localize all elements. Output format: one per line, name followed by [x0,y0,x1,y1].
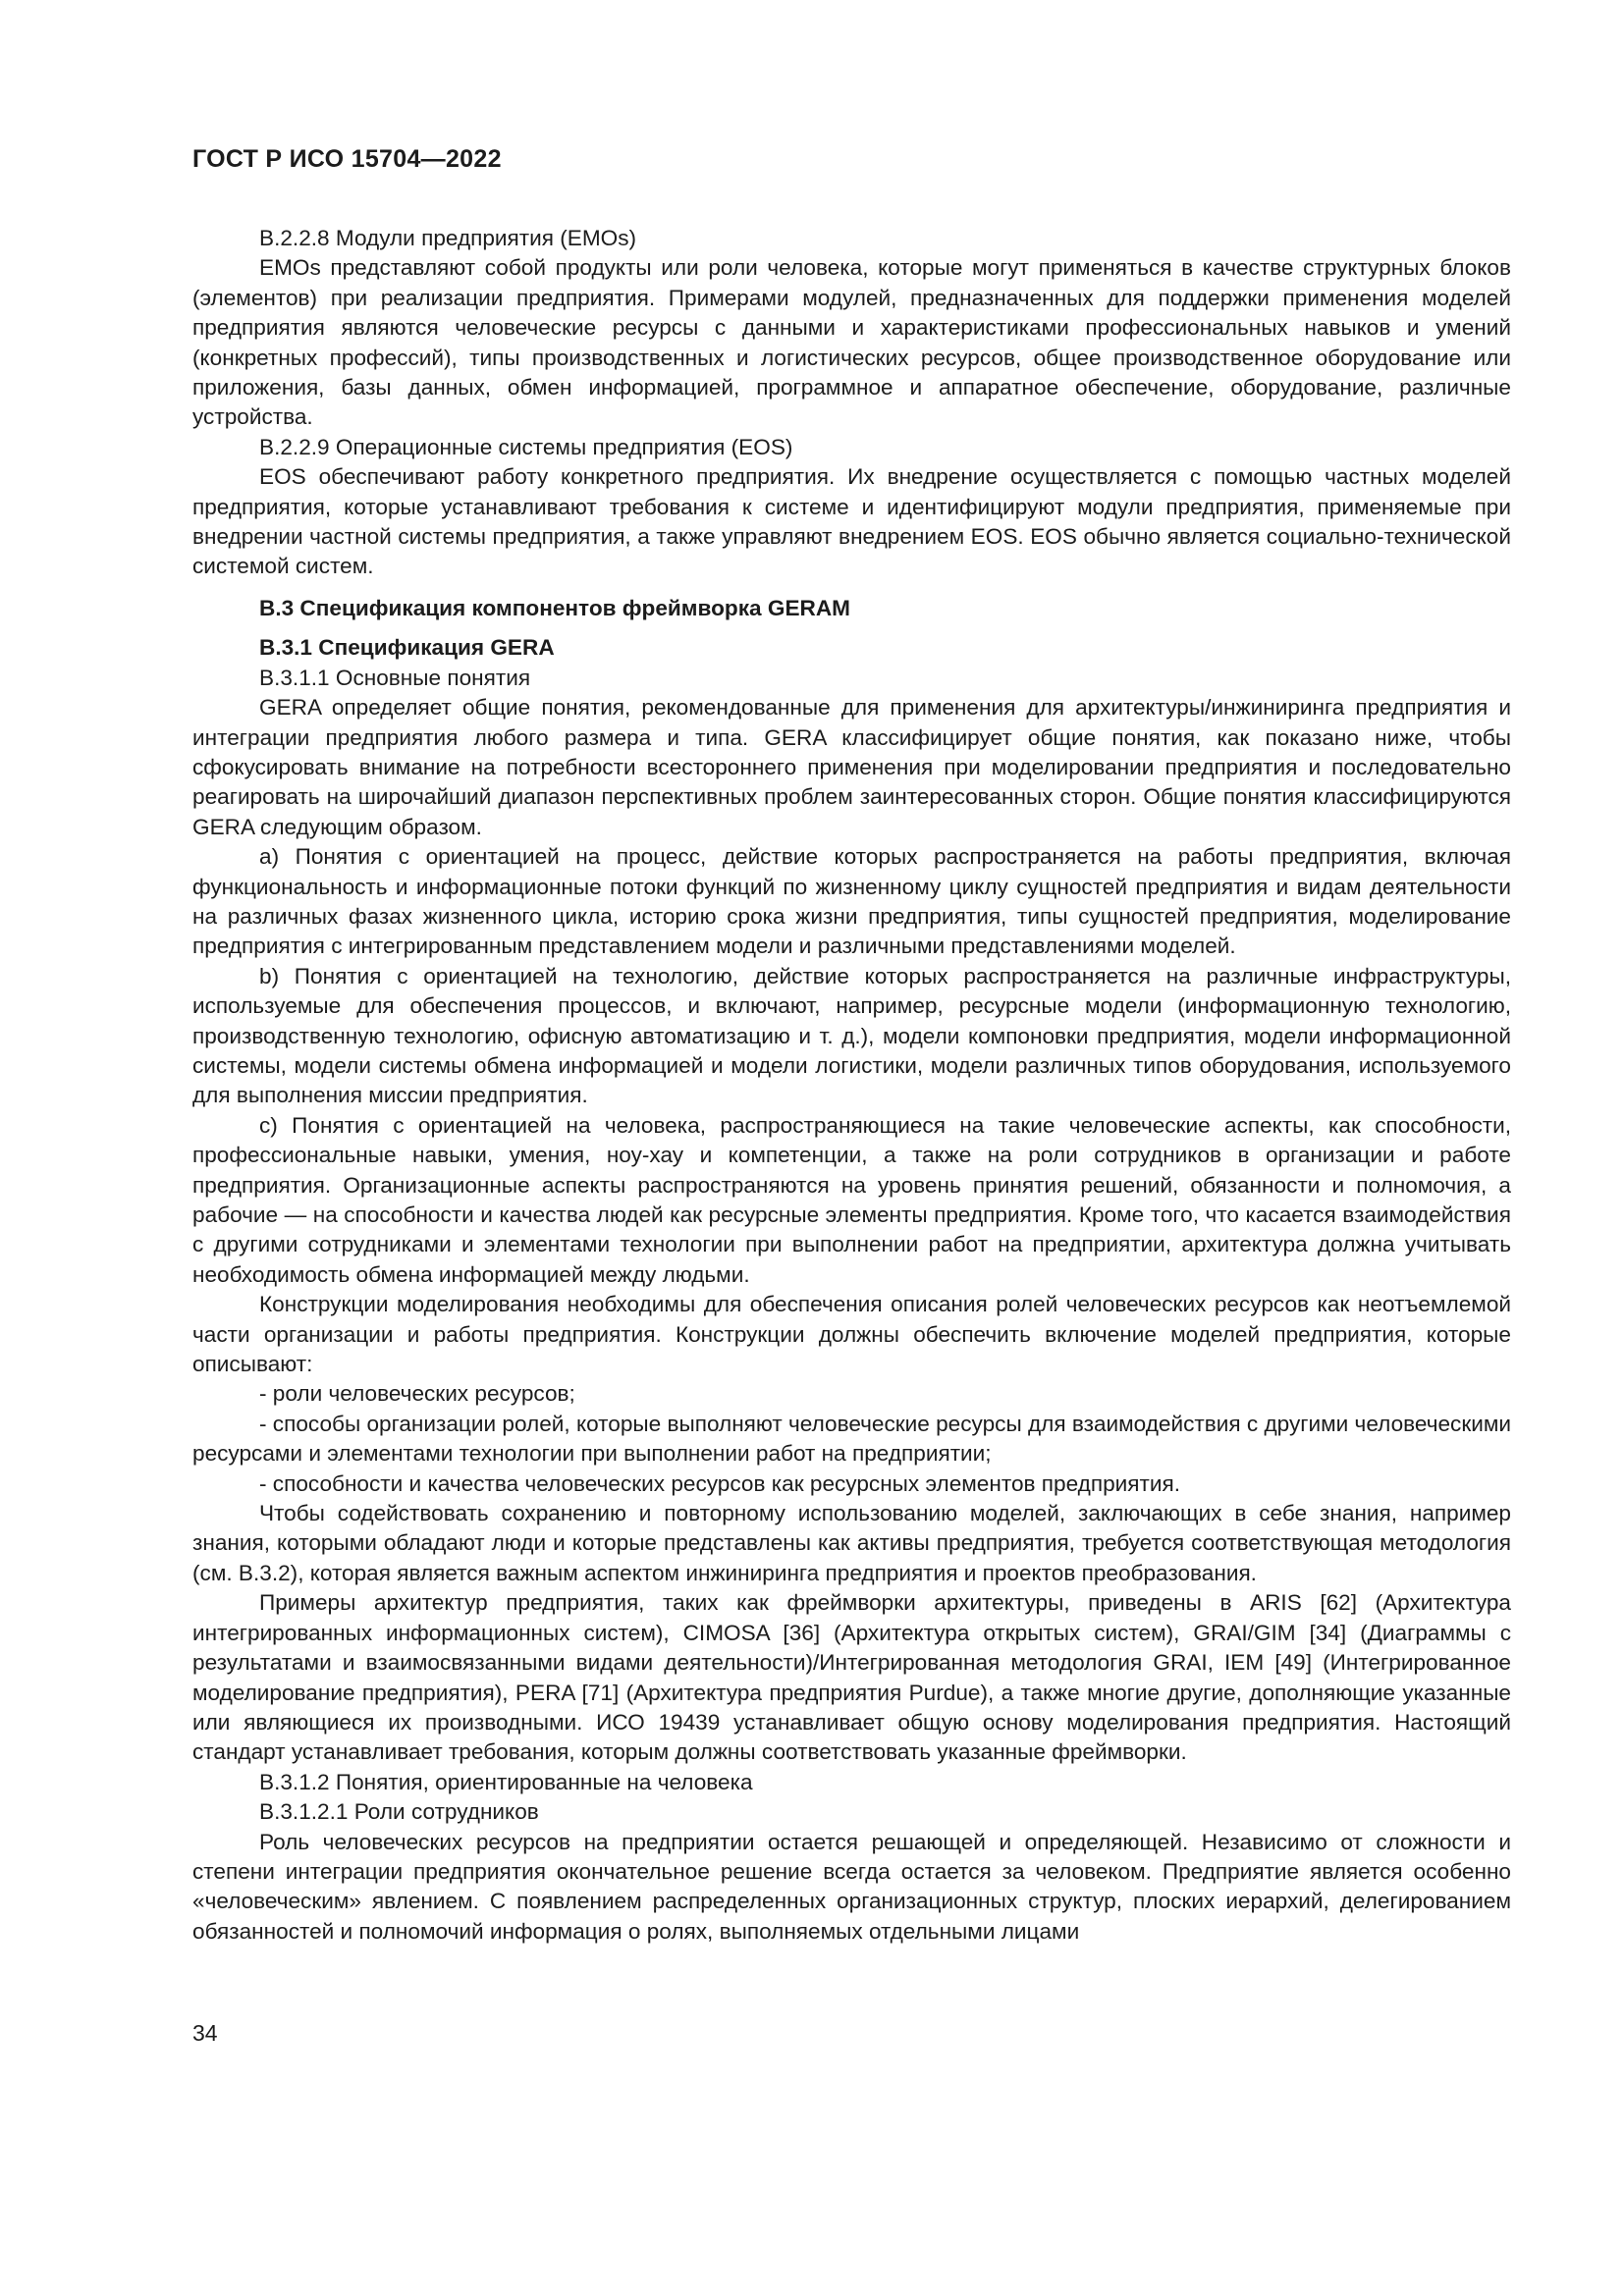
section-heading-b312: B.3.1.2 Понятия, ориентированные на человека [259,1769,753,1794]
page-number: 34 [192,2020,218,2046]
paragraph: Чтобы содействовать сохранению и повторному использованию моделей, заключающих в себе знания, например знания, которыми обладают люди и которые представлены как активы предприятия, требуется соответствующая методология (см. B.3.2), которая является важным аспектом инжиниринга предприятия и проектов преобразования. [192,1501,1511,1585]
section-heading-b3121: B.3.1.2.1 Роли сотрудников [259,1799,539,1825]
paragraph: GERA определяет общие понятия, рекомендованные для применения для архитектуры/инжиниринга предприятия и интеграции предприятия любого размера и типа. GERA классифицирует общие понятия, как показано ниже, чтобы сфокусировать внимание на потребности всестороннего применения при моделировании предприятия и последовательно реагировать на широчайший диапазон перспективных проблем заинтересованных сторон. Общие понятия классифицируются GERA следующим образом. [192,695,1511,839]
paragraph: Примеры архитектур предприятия, таких как фреймворки архитектуры, приведены в ARIS [62] (Архитектура интегрированных информационных систем), CIMOSA [36] (Архитектура открытых систем), GRAI/GIM [34] (Диаграммы с результатами и взаимосвязанными видами деятельности)/Интегрированная методология GRAI, IEM [49] (Интегрированное моделирование предприятия), PERA [71] (Архитектура предприятия Purdue), а также многие другие, дополняющие указанные или являющиеся их производными. ИСО 19439 устанавливает общую основу моделирования предприятия. Настоящий стандарт устанавливает требования, которым должны соответствовать указанные фреймворки. [192,1590,1511,1765]
list-item-a: a) Понятия с ориентацией на процесс, действие которых распространяется на работы предприятия, включая функциональность и информационные потоки функций по жизненному циклу сущностей предприятия и видам деятельности на различных фазах жизненного цикла, историю срока жизни предприятия, типы сущностей предприятия, моделирование предприятия с интегрированным представлением модели и различными представлениями моделей. [192,844,1511,959]
list-item-c: c) Понятия с ориентацией на человека, распространяющиеся на такие человеческие аспекты, как способности, профессиональные навыки, умения, ноу-хау и компетенции, а также на роли сотрудников в организации и работе предприятия. Организационные аспекты распространяются на уровень принятия решений, обязанности и полномочия, а рабочие — на способности и качества людей как ресурсные элементы предприятия. Кроме того, что касается взаимодействия с другими сотрудниками и элементами технологии при выполнении работ на предприятии, архитектура должна учитывать необходимость обмена информацией между людьми. [192,1112,1511,1287]
document-header: ГОСТ Р ИСО 15704—2022 [192,145,502,173]
section-heading-b3: B.3 Спецификация компонентов фреймворка GERAM [259,595,850,620]
bullet-item: - способности и качества человеческих ресурсов как ресурсных элементов предприятия. [259,1470,1180,1496]
section-heading-b228: B.2.2.8 Модули предприятия (EMOs) [259,226,637,250]
list-item-b: b) Понятия с ориентацией на технологию, действие которых распространяется на различные инфраструктуры, используемые для обеспечения процессов, и включают, например, ресурсные модели (информационную технологию, производственную технологию, офисную автоматизацию и т. д.), модели компоновки предприятия, модели информационной системы, модели системы обмена информацией и модели логистики, модели различных типов оборудования, используемого для выполнения миссии предприятия. [192,963,1511,1108]
paragraph: Конструкции моделирования необходимы для обеспечения описания ролей человеческих ресурсов как неотъемлемой части организации и работы предприятия. Конструкции должны обеспечить включение моделей предприятия, которые описывают: [192,1292,1511,1377]
paragraph: EMOs представляют собой продукты или роли человека, которые могут применяться в качестве структурных блоков (элементов) при реализации предприятия. Примерами модулей, предназначенных для поддержки применения моделей предприятия являются человеческие ресурсы с данными и характеристиками профессиональных навыков и умений (конкретных профессий), типы производственных и логистических ресурсов, общее производственное оборудование или приложения, базы данных, обмен информацией, программное и аппаратное обеспечение, оборудование, различные устройства. [192,255,1511,430]
section-heading-b31: B.3.1 Спецификация GERA [259,635,555,661]
bullet-item: - роли человеческих ресурсов; [259,1381,575,1407]
paragraph: Роль человеческих ресурсов на предприятии остается решающей и определяющей. Независимо от сложности и степени интеграции предприятия окончательное решение всегда остается за человеком. Предприятие является особенно «человеческим» явлением. С появлением распределенных организационных структур, плоских иерархий, делегированием обязанностей и полномочий информация о ролях, выполняемых отдельными лицами [192,1829,1511,1944]
paragraph: EOS обеспечивают работу конкретного предприятия. Их внедрение осуществляется с помощью частных моделей предприятия, которые устанавливают требования к системе и идентифицируют модули предприятия, применяемые при внедрении частной системы предприятия, а также управляют внедрением EOS. EOS обычно является социально-технической системой систем. [192,464,1511,579]
section-heading-b229: B.2.2.9 Операционные системы предприятия (EOS) [259,434,793,459]
section-heading-b311: B.3.1.1 Основные понятия [259,665,531,690]
body-text [192,224,1511,1947]
bullet-item: - способы организации ролей, которые выполняют человеческие ресурсы для взаимодействия с другими человеческими ресурсами и элементами технологии при выполнении работ на предприятии; [192,1411,1512,1467]
